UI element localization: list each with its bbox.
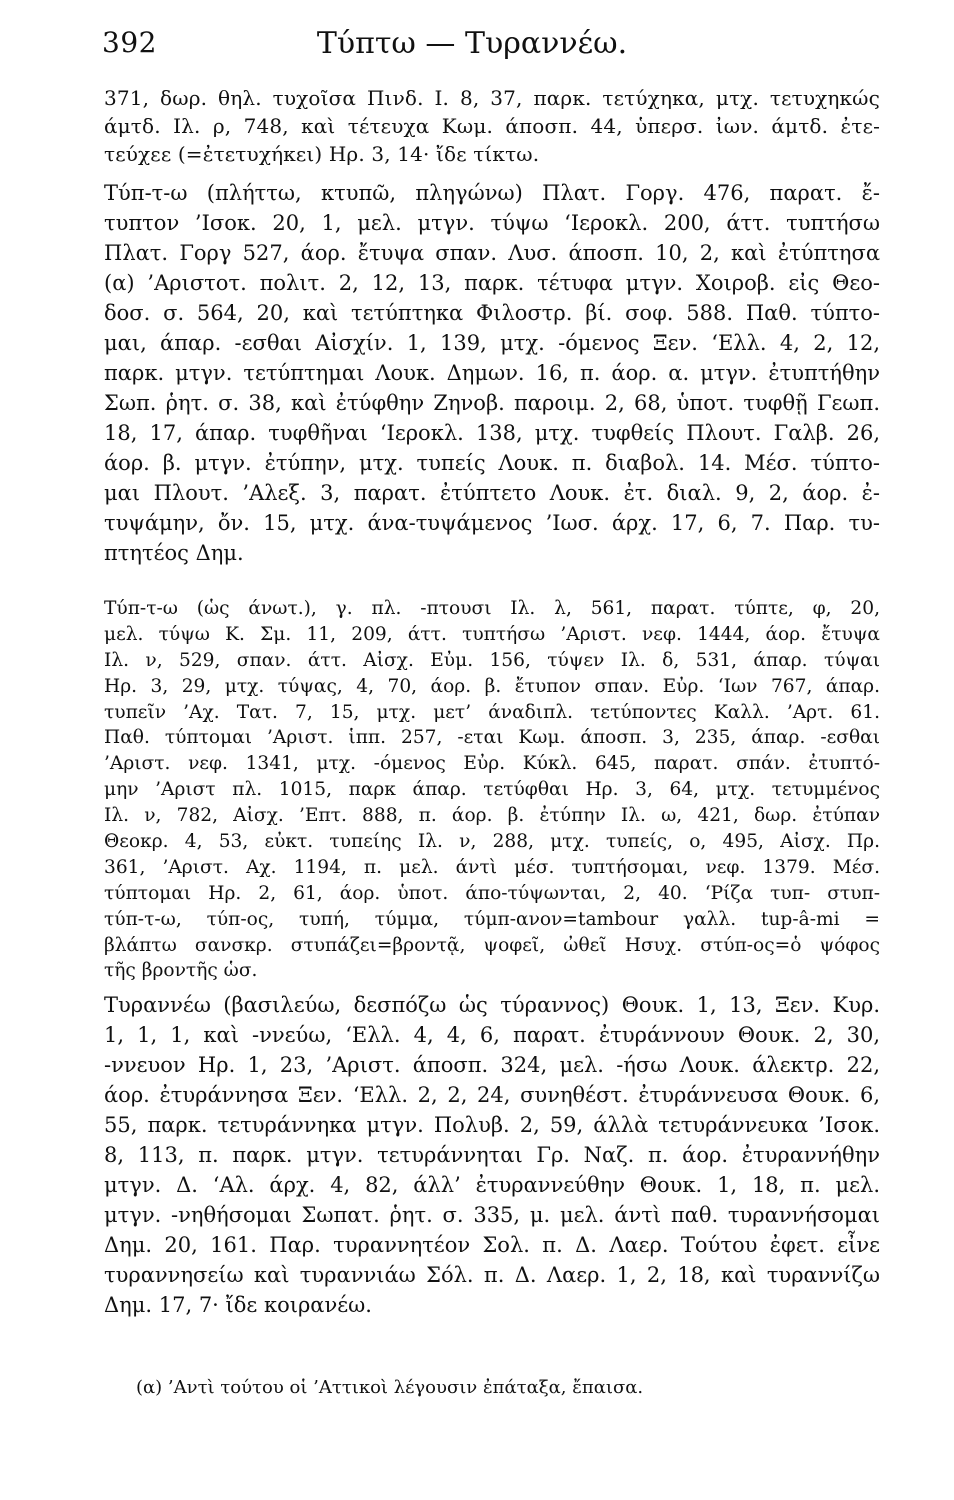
text-line: άορ. β. μτγν. ἐτύπην, μτχ. τυπείς Λουκ. π. διαβολ. 14. Μέσ. τύπτο- — [104, 451, 880, 475]
text-line: τῆς βροντῆς ὡσ. — [104, 960, 258, 982]
text-line: Παθ. τύπτομαι ’Αριστ. ἱππ. 257, -εται Κωμ. άποσπ. 3, 235, άπαρ. -εσθαι — [104, 727, 880, 749]
text-line: μαι Πλουτ. ’Αλεξ. 3, παρατ. ἐτύπτετο Λουκ. ἐτ. διαλ. 9, 2, άορ. ἐ- — [104, 481, 880, 505]
text-line: 55, παρκ. τετυράννηκα μτγν. Πολυβ. 2, 59, άλλὰ τετυράννευκα ’Ισοκ. — [104, 1113, 880, 1137]
text-line: μτγν. -νηθήσομαι Σωπατ. ῥητ. σ. 335, μ. μελ. άντὶ παθ. τυραννήσομαι — [104, 1203, 880, 1227]
text-line: Τυραννέω (βασιλεύω, δεσπόζω ὡς τύραννος) Θουκ. 1, 13, Ξεν. Κυρ. — [104, 993, 880, 1017]
text-line: ’Αριστ. νεφ. 1341, μτχ. -όμενος Εὐρ. Κύκλ. 645, παρατ. σπάν. ἐτυπτό- — [104, 753, 880, 775]
page-header — [100, 22, 844, 72]
text-line: -ννευον Ηρ. 1, 23, ’Αριστ. άποσπ. 324, μελ. -ήσω Λουκ. άλεκτρ. 22, — [104, 1053, 880, 1077]
text-line: Δημ. 17, 7· ἴδε κοιρανέω. — [104, 1293, 372, 1317]
text-line: τυπτον ’Ισοκ. 20, 1, μελ. μτγν. τύψω ‘Ιεροκλ. 200, άττ. τυπτήσω — [104, 211, 880, 235]
text-line: άορ. ἐτυράννησα Ξεν. ‘Ελλ. 2, 2, 24, συνηθέστ. ἐτυράννευσα Θουκ. 6, — [104, 1083, 880, 1107]
text-line: τυπεῖν ’Αχ. Τατ. 7, 15, μτχ. μετ’ άναδιπλ. τετύποντες Καλλ. ’Αρτ. 61. — [104, 701, 880, 723]
entry-tyranneo — [104, 990, 880, 1320]
text-line: μην ’Αριστ πλ. 1015, παρκ άπαρ. τετύφθαι Ηρ. 3, 64, μτχ. τετυμμένος — [104, 779, 880, 801]
running-head: Τύπτω — Τυραννέω. — [316, 26, 628, 61]
text-line: μελ. τύψω Κ. Σμ. 11, 209, άττ. τυπτήσω ’Αριστ. νεφ. 1444, άορ. ἔτυψα — [104, 623, 880, 645]
text-line: μτγν. Δ. ‘Αλ. άρχ. 4, 82, άλλ’ ἐτυραννεύθην Θουκ. 1, 18, π. μελ. — [104, 1173, 880, 1197]
text-line: Σωπ. ῥητ. σ. 38, καὶ ἐτύφθην Ζηνοβ. παροιμ. 2, 68, ὑποτ. τυφθῇ Γεωπ. — [104, 391, 880, 415]
text-line: πτητέος Δημ. — [104, 541, 244, 565]
text-line: Τύπ-τ-ω (πλήττω, κτυπῶ, πληγώνω) Πλατ. Γοργ. 476, παρατ. ἔ- — [104, 181, 880, 205]
text-line: τυραννησείω καὶ τυραννιάω Σόλ. π. Δ. Λαερ. 1, 2, 18, καὶ τυραννίζω — [104, 1263, 880, 1287]
text-line: 1, 1, 1, καὶ -ννεύω, ‘Ελλ. 4, 4, 6, παρατ. ἐτυράννουν Θουκ. 2, 30, — [104, 1023, 880, 1047]
text-line: Ιλ. ν, 782, Αἰσχ. ’Επτ. 888, π. άορ. β. ἐτύπην Ιλ. ω, 421, δωρ. ἐτύπαν — [104, 805, 880, 827]
text-line: τεύχεε (=ἐτετυχήκει) Ηρ. 3, 14· ἴδε τίκτω. — [104, 142, 540, 166]
text-line: 361, ’Αριστ. Αχ. 1194, π. μελ. άντὶ μέσ. τυπτήσομαι, νεφ. 1379. Μέσ. — [104, 856, 880, 878]
text-line: Θεοκρ. 4, 53, εὐκτ. τυπείης Ιλ. ν, 288, μτχ. τυπείς, ο, 495, Αἰσχ. Πρ. — [104, 831, 880, 853]
text-line: 371, δωρ. θηλ. τυχοῖσα Πινδ. Ι. 8, 37, παρκ. τετύχηκα, μτχ. τετυχηκώς — [104, 86, 880, 110]
text-line: 18, 17, άπαρ. τυφθῆναι ‘Ιεροκλ. 138, μτχ. τυφθείς Πλουτ. Γαλβ. 26, — [104, 421, 880, 445]
text-line: μαι, άπαρ. -εσθαι Αἰσχίν. 1, 139, μτχ. -όμενος Ξεν. ‘Ελλ. 4, 2, 12, — [104, 331, 880, 355]
text-line: Δημ. 20, 161. Παρ. τυραννητέον Σολ. π. Δ. Λαερ. Τούτου ἐφετ. εἶνε — [104, 1233, 880, 1257]
text-line: παρκ. μτγν. τετύπτημαι Λουκ. Δημων. 16, π. άορ. α. μτγν. ἐτυπτήθην — [104, 361, 880, 385]
text-line: τύπ-τ-ω, τύπ-ος, τυπή, τύμμα, τύμπ-ανον=tambour γαλλ. tup-â-mi = — [104, 908, 880, 930]
entry-typto-small — [104, 596, 880, 984]
text-line: (α) ’Αριστοτ. πολιτ. 2, 12, 13, παρκ. τέτυφα μτγν. Χοιροβ. εἰς Θεο- — [104, 271, 880, 295]
entry-continuation — [104, 84, 880, 168]
text-line: Τύπ-τ-ω (ὡς άνωτ.), γ. πλ. -πτουσι Ιλ. λ, 561, παρατ. τύπτε, φ, 20, — [104, 598, 880, 619]
text-line: 8, 113, π. παρκ. μτγν. τετυράννηται Γρ. Ναζ. π. άορ. ἐτυραννήθην — [104, 1143, 880, 1167]
text-line: τυψάμην, ὄν. 15, μτχ. άνα-τυψάμενος ’Ιωσ. άρχ. 17, 6, 7. Παρ. τυ- — [104, 511, 880, 535]
page-number: 392 — [102, 26, 157, 59]
text-line: Ηρ. 3, 29, μτχ. τύψας, 4, 70, άορ. β. ἔτυπον σπαν. Εὐρ. ‘Ιων 767, άπαρ. — [104, 675, 880, 697]
text-line: τύπτομαι Ηρ. 2, 61, άορ. ὑποτ. άπο-τύψωνται, 2, 40. ‘Ρίζα τυπ- στυπ- — [104, 882, 880, 904]
entry-typto — [104, 178, 880, 568]
text-line: Ιλ. ν, 529, σπαν. άττ. Αἰσχ. Εὐμ. 156, τύψεν Ιλ. δ, 531, άπαρ. τύψαι — [104, 649, 880, 671]
text-line: δοσ. σ. 564, 20, καὶ τετύπτηκα Φιλοστρ. βί. σοφ. 588. Παθ. τύπτο- — [104, 301, 880, 325]
text-line: Πλατ. Γοργ 527, άορ. ἔτυψα σπαν. Λυσ. άποσπ. 10, 2, καὶ ἐτύπτησα — [104, 241, 880, 265]
text-line: βλάπτω σανσκρ. στυπάζει=βροντᾷ, ψοφεῖ, ὠθεῖ Ησυχ. στύπ-ος=ὁ ψόφος — [104, 934, 880, 956]
footnote: (α) ’Αντὶ τούτου οἱ ’Αττικοὶ λέγουσιν ἐπάταξα, ἔπαισα. — [136, 1377, 644, 1398]
text-line: άμτδ. Ιλ. ρ, 748, καὶ τέτευχα Κωμ. άποσπ. 44, ὑπερσ. ἰων. άμτδ. ἐτε- — [104, 114, 880, 138]
